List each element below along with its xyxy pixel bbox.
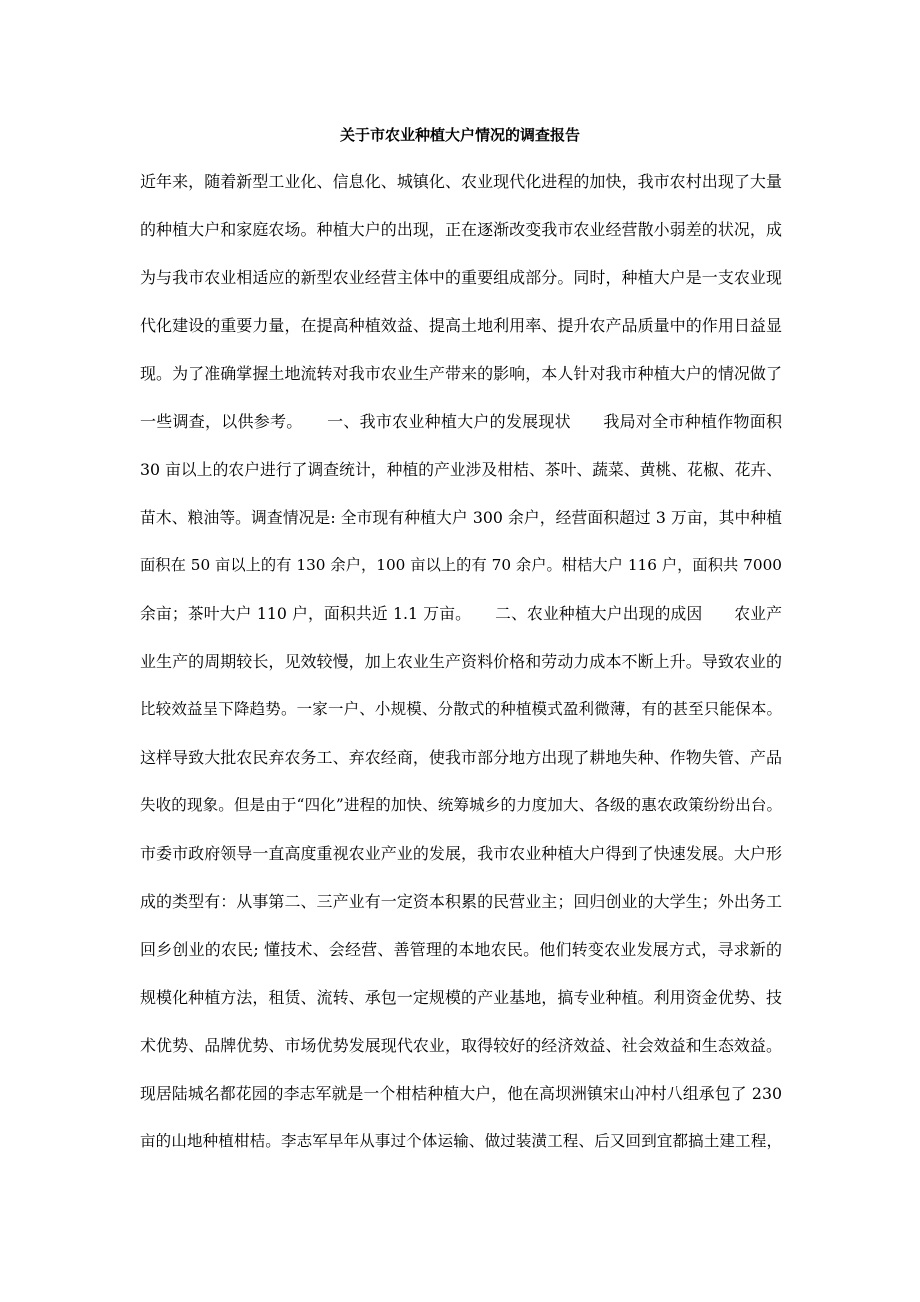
body-line: 业生产的周期较长，见效较慢，加上农业生产资料价格和劳动力成本不断上升。导致农业的 — [140, 652, 782, 671]
body-line: 现。为了准确掌握土地流转对我市农业生产带来的影响，本人针对我市种植大户的情况做了 — [140, 364, 782, 383]
body-line: 亩的山地种植柑桔。李志军早年从事过个体运输、做过装潢工程、后又回到宜都搞土建工程， — [140, 1132, 782, 1150]
body-line: 现居陆城名都花园的李志军就是一个柑桔种植大户，他在高坝洲镇宋山冲村八组承包了 230 — [140, 1084, 782, 1103]
body-line: 面积在 50 亩以上的有 130 余户，100 亩以上的有 70 余户。柑桔大户 116 户，面积共 7000 — [140, 556, 782, 574]
body-line: 苗木、粮油等。调查情况是: 全市现有种植大户 300 余户，经营面积超过 3 万亩，其中种植 — [140, 508, 782, 527]
body-line: 为与我市农业相适应的新型农业经营主体中的重要组成部分。同时，种植大户是一支农业现 — [140, 268, 782, 287]
body-line: 失收的现象。但是由于“四化”进程的加快、统筹城乡的力度加大、各级的惠农政策纷纷出台。 — [140, 796, 782, 814]
body-line: 一些调查，以供参考。 一、我市农业种植大户的发展现状 我局对全市种植作物面积 — [140, 412, 782, 431]
body-line: 规模化种植方法，租赁、流转、承包一定规模的产业基地，搞专业种植。利用资金优势、技 — [140, 988, 782, 1007]
body-line: 这样导致大批农民弃农务工、弃农经商，使我市部分地方出现了耕地失种、作物失管、产品 — [140, 748, 782, 767]
body-line: 比较效益呈下降趋势。一家一户、小规模、分散式的种植模式盈利微薄，有的甚至只能保本。 — [140, 700, 782, 718]
document-title: 关于市农业种植大户情况的调查报告 — [339, 126, 580, 144]
body-line: 余亩；茶叶大户 110 户，面积共近 1.1 万亩。 二、农业种植大户出现的成因 农业产 — [140, 604, 782, 623]
body-line: 成的类型有：从事第二、三产业有一定资本积累的民营业主；回归创业的大学生；外出务工 — [140, 892, 782, 911]
body-line: 代化建设的重要力量，在提高种植效益、提高土地利用率、提升农产品质量中的作用日益显 — [140, 316, 782, 335]
document-body — [140, 170, 782, 1153]
body-line: 近年来，随着新型工业化、信息化、城镇化、农业现代化进程的加快，我市农村出现了大量 — [140, 172, 782, 191]
body-line: 的种植大户和家庭农场。种植大户的出现，正在逐渐改变我市农业经营散小弱差的状况，成 — [140, 220, 782, 239]
body-line: 术优势、品牌优势、市场优势发展现代农业，取得较好的经济效益、社会效益和生态效益。 — [140, 1036, 782, 1055]
body-line: 市委市政府领导一直高度重视农业产业的发展，我市农业种植大户得到了快速发展。大户形 — [140, 844, 782, 863]
body-line: 回乡创业的农民; 懂技术、会经营、善管理的本地农民。他们转变农业发展方式，寻求新的 — [140, 940, 782, 959]
body-line: 30 亩以上的农户进行了调查统计，种植的产业涉及柑桔、茶叶、蔬菜、黄桃、花椒、花卉、 — [140, 460, 782, 479]
